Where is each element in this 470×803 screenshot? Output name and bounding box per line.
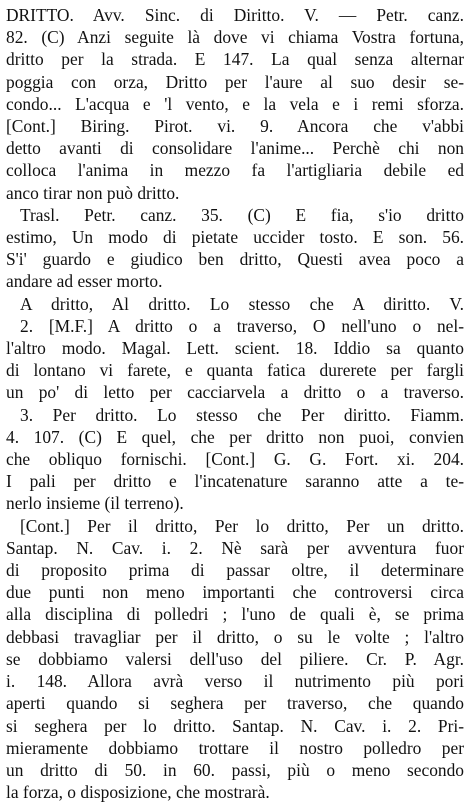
text-line-31: i. 148. Allora avrà verso il nutrimento più pori xyxy=(6,671,464,692)
text-line-26: di proposito prima di passar oltre, il determinare xyxy=(6,560,464,581)
text-line-22: I pali per dritto e l'incatenature saranno atte a te- xyxy=(6,471,464,492)
text-line-21: che obliquo fornischi. [Cont.] G. G. Fort. xi. 204. xyxy=(6,449,464,470)
text-line-23: nerlo insieme (il terreno). xyxy=(6,493,184,514)
text-line-15: 2. [M.F.] A dritto o a traverso, O nell'uno o nel- xyxy=(20,315,464,336)
text-line-10: Trasl. Petr. canz. 35. (C) E fia, s'io dritto xyxy=(20,204,464,225)
text-line-27: due punti non meno importanti che controversi circa xyxy=(6,582,464,603)
text-line-20: 4. 107. (C) E quel, che per dritto non puoi, convien xyxy=(6,426,464,447)
text-line-11: estimo, Un modo di pietate uccider tosto. E son. 56. xyxy=(6,227,464,248)
text-line-8: colloca l'anima in mezzo fa l'artigliaria debile ed xyxy=(6,160,464,181)
text-line-32: aperti quando si seghera per traverso, che quando xyxy=(6,693,464,714)
text-line-17: di lontano vi farete, e quanta fatica durerete per fargli xyxy=(6,360,464,381)
text-line-18: un po' di letto per cacciarvela a dritto o a traverso. xyxy=(6,382,464,403)
text-line-13: andare ad esser morto. xyxy=(6,271,163,292)
text-line-34: mieramente dobbiamo trottare il nostro polledro per xyxy=(6,737,464,758)
text-line-35: un dritto di 50. in 60. passi, più o meno secondo xyxy=(6,759,464,780)
text-line-30: se dobbiamo valersi dell'uso del piliere. Cr. P. Agr. xyxy=(6,648,464,669)
text-line-1: DRITTO. Avv. Sinc. di Diritto. V. — Petr. canz. xyxy=(6,5,464,25)
text-line-19: 3. Per dritto. Lo stesso che Per diritto. Fiamm. xyxy=(20,404,464,425)
text-line-25: Santap. N. Cav. i. 2. Nè sarà per avventura fuor xyxy=(6,537,464,558)
text-line-2: 82. (C) Anzi seguite là dove vi chiama Vostra fortuna, xyxy=(6,27,464,48)
text-line-7: detto avanti di consolidare l'anime... Perchè chi non xyxy=(6,138,464,159)
text-line-6: [Cont.] Biring. Pirot. vi. 9. Ancora che v'abbi xyxy=(6,116,464,137)
text-line-33: si seghera per lo dritto. Santap. N. Cav. i. 2. Pri- xyxy=(6,715,464,736)
text-line-14: A dritto, Al dritto. Lo stesso che A diritto. V. xyxy=(20,293,464,314)
text-line-5: condo... L'acqua e 'l vento, e la vela e i remi sforza. xyxy=(6,93,464,114)
text-line-36: la forza, o disposizione, che mostrarà. xyxy=(6,782,270,803)
text-line-12: S'i' guardo e giudico ben dritto, Questi avea poco a xyxy=(6,249,464,270)
text-line-9: anco tirar non può dritto. xyxy=(6,182,180,203)
text-line-4: poggia con orza, Dritto per l'aure al suo desir se- xyxy=(6,71,464,92)
text-line-29: debbasi travagliar per il dritto, o su le volte ; l'altro xyxy=(6,626,464,647)
text-line-16: l'altro modo. Magal. Lett. scient. 18. Iddio sa quanto xyxy=(6,338,464,359)
text-line-28: alla disciplina di polledri ; l'uno de quali è, se prima xyxy=(6,604,464,625)
text-line-3: dritto per la strada. E 147. La qual senza alternar xyxy=(6,49,464,70)
text-line-24: [Cont.] Per il dritto, Per lo dritto, Per un dritto. xyxy=(20,515,464,536)
